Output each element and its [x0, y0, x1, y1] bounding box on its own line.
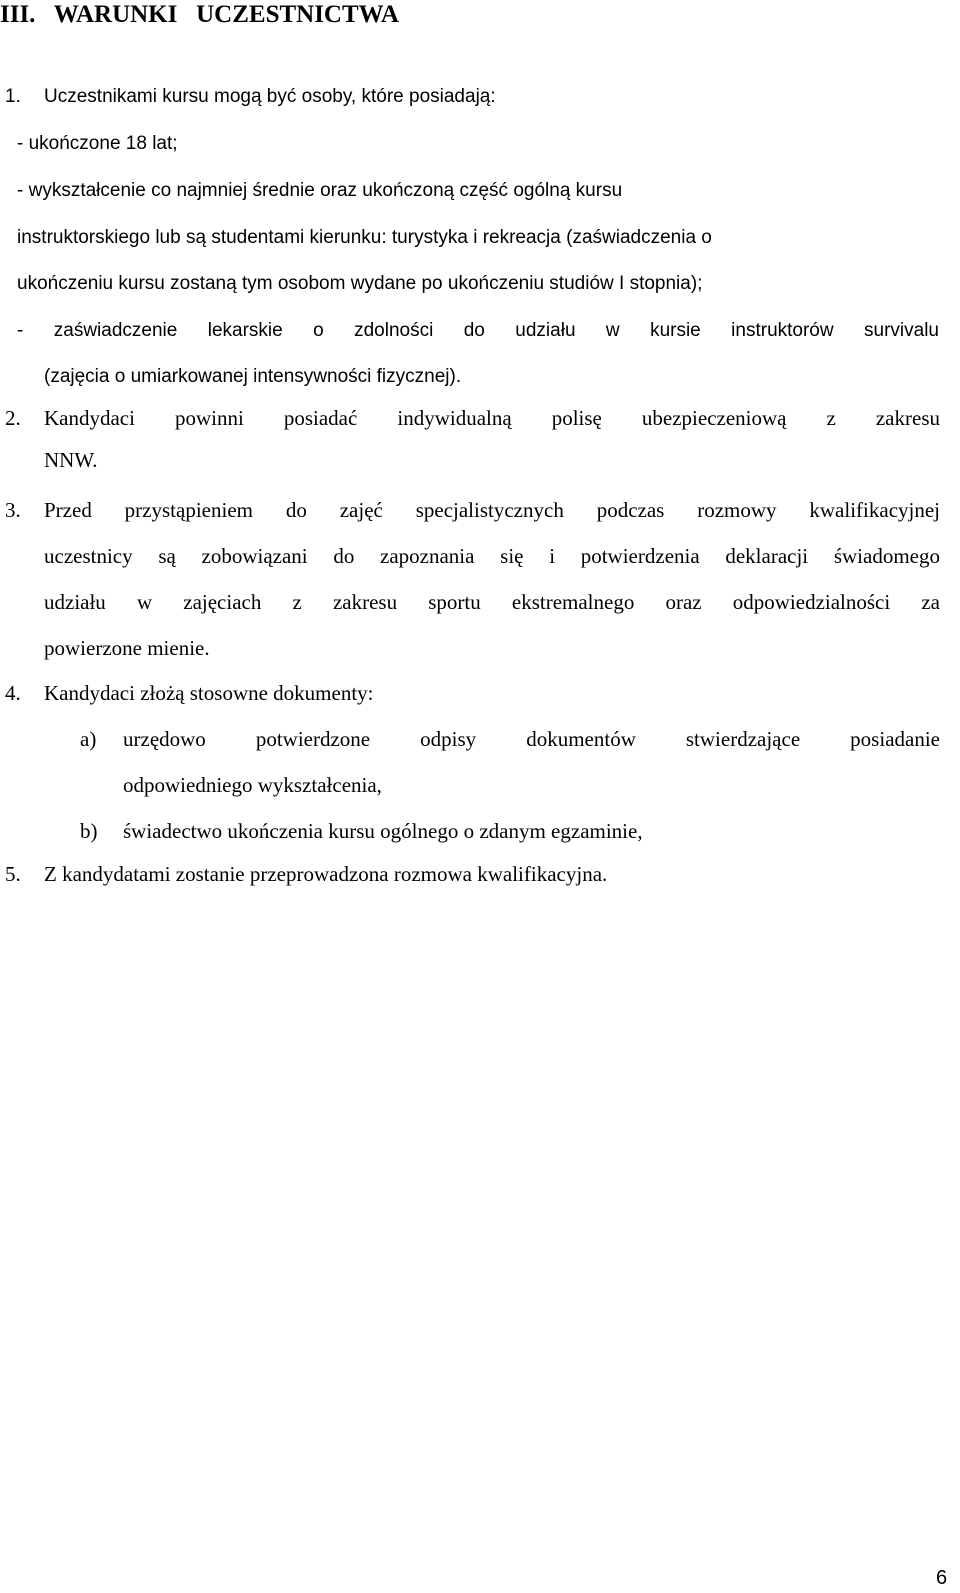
- item-3-number: 3.: [5, 498, 21, 522]
- item-4a-line-1: urzędowo potwierdzone odpisy dokumentów stwierdzające posiadanie: [123, 727, 940, 751]
- item-1-number: 1.: [5, 86, 21, 107]
- item-2-number: 2.: [5, 406, 21, 430]
- item-2-line-1: Kandydaci powinni posiadać indywidualną polisę ubezpieczeniową z zakresu: [44, 406, 940, 430]
- item-3-line-4: powierzone mienie.: [44, 636, 210, 660]
- item-4b-label: b): [80, 819, 98, 843]
- section-title: III. WARUNKI UCZESTNICTWA: [0, 1, 399, 28]
- item-4-number: 4.: [5, 681, 21, 705]
- item-5-number: 5.: [5, 862, 21, 886]
- page-number: 6: [936, 1567, 948, 1589]
- item-1-line-3: - wykształcenie co najmniej średnie oraz ukończoną część ogólną kursu: [17, 180, 623, 201]
- item-3-line-1: Przed przystąpieniem do zajęć specjalistycznych podczas rozmowy kwalifikacyjnej: [44, 498, 940, 522]
- item-1-line-6: - zaświadczenie lekarskie o zdolności do udziału w kursie instruktorów survivalu: [17, 320, 939, 341]
- item-3-line-2: uczestnicy są zobowiązani do zapoznania się i potwierdzenia deklaracji świadomego: [44, 544, 940, 568]
- item-1-line-4: instruktorskiego lub są studentami kierunku: turystyka i rekreacja (zaświadczenia o: [17, 227, 712, 248]
- item-2-line-2: NNW.: [44, 448, 98, 472]
- item-3-line-3: udziału w zajęciach z zakresu sportu ekstremalnego oraz odpowiedzialności za: [44, 590, 940, 614]
- item-1-line-7: (zajęcia o umiarkowanej intensywności fizycznej).: [44, 366, 462, 387]
- item-1-line-5: ukończeniu kursu zostaną tym osobom wydane po ukończeniu studiów I stopnia);: [17, 273, 703, 294]
- item-4a-line-2: odpowiedniego wykształcenia,: [123, 773, 382, 797]
- item-4-text: Kandydaci złożą stosowne dokumenty:: [44, 681, 374, 705]
- item-5-text: Z kandydatami zostanie przeprowadzona rozmowa kwalifikacyjna.: [44, 862, 608, 886]
- item-4b-text: świadectwo ukończenia kursu ogólnego o zdanym egzaminie,: [123, 819, 643, 843]
- item-4a-label: a): [80, 727, 97, 751]
- item-1-line-2: - ukończone 18 lat;: [17, 133, 178, 154]
- item-1-line-1: Uczestnikami kursu mogą być osoby, które posiadają:: [44, 86, 496, 107]
